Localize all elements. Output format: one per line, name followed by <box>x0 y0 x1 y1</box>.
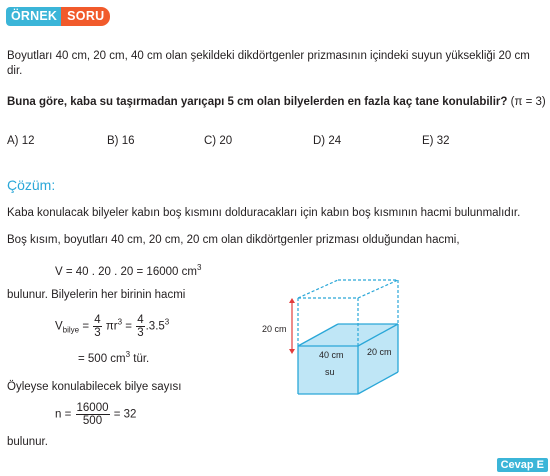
example-badge <box>6 7 110 26</box>
result-exp: 3 <box>125 350 131 359</box>
solution-line-2: Boş kısım, boyutları 40 cm, 20 cm, 20 cm olan dikdörtgenler prizması olduğundan hacmi, <box>7 234 460 246</box>
height-arrow-down <box>289 349 295 354</box>
tail-exp: 3 <box>164 317 170 327</box>
top-left-edge <box>298 280 338 298</box>
volume-eq-text: V = 40 . 20 . 20 = 16000 cm <box>55 266 197 278</box>
ball-sub: bilye <box>62 325 80 335</box>
fraction-4-3-a <box>93 314 101 339</box>
n-den: 500 <box>82 415 103 427</box>
water-fill <box>298 324 398 394</box>
solution-line-3: bulunur. Bilyelerin her birinin hacmi <box>7 289 186 301</box>
result-tail: tür. <box>130 353 150 365</box>
pi-r: πr <box>105 320 118 333</box>
height-label: 20 cm <box>262 324 287 334</box>
prism-figure <box>258 278 408 402</box>
frac1-num: 4 <box>94 314 101 326</box>
fraction-n <box>76 402 110 427</box>
r-exp: 3 <box>117 317 123 327</box>
question-line-2: dir. <box>7 65 23 77</box>
frac2-den: 3 <box>137 327 144 339</box>
solution-line-5: bulunur. <box>7 436 48 448</box>
ball-volume-equation <box>55 314 169 339</box>
frac1-den: 3 <box>94 327 101 339</box>
frac2-num: 4 <box>137 314 144 326</box>
ball-result <box>78 347 149 367</box>
badge-ornek: ÖRNEK <box>6 7 61 26</box>
pi-note: (π = 3) <box>510 96 546 108</box>
option-d[interactable]: D) 24 <box>313 135 342 147</box>
ball-eq2: = <box>125 320 132 333</box>
ball-eq: = <box>82 320 90 333</box>
option-a[interactable]: A) 12 <box>7 135 35 147</box>
ball-result-text: = 500 cm <box>78 353 126 365</box>
option-e[interactable]: E) 32 <box>422 135 450 147</box>
solution-line-4: Öyleyse konulabilecek bilye sayısı <box>7 381 182 393</box>
depth-label: 20 cm <box>367 347 392 357</box>
badge-soru: SORU <box>61 7 110 26</box>
water-label: su <box>325 367 335 377</box>
volume-exp: 3 <box>196 263 202 272</box>
height-arrow-up <box>289 298 295 303</box>
answer-tag: Cevap E <box>497 458 548 472</box>
n-result: = 32 <box>113 408 137 421</box>
length-label: 40 cm <box>319 350 344 360</box>
question-line-1: Boyutları 40 cm, 20 cm, 40 cm olan şekildeki dikdörtgenler prizmasının içindeki suyun yüksekliği 20 cm <box>7 50 530 62</box>
option-c[interactable]: C) 20 <box>204 135 233 147</box>
volume-equation <box>55 260 201 280</box>
ball-v: V <box>55 320 63 333</box>
question-main: Buna göre, kaba su taşırmadan yarıçapı 5 cm olan bilyelerden en fazla kaç tane konulabilir? <box>7 96 508 108</box>
fraction-4-3-b <box>136 314 144 339</box>
n-label: n = <box>55 408 72 421</box>
n-equation <box>55 402 136 427</box>
solution-heading: Çözüm: <box>7 177 56 193</box>
top-right-edge <box>358 280 398 298</box>
ball-tail: .3.5 <box>145 320 165 333</box>
question-bold-line <box>7 95 546 110</box>
n-num: 16000 <box>76 402 109 414</box>
solution-line-1: Kaba konulacak bilyeler kabın boş kısmını dolduracakları için kabın boş kısmının hacmi bulunmalıdır. <box>7 207 521 219</box>
option-b[interactable]: B) 16 <box>107 135 135 147</box>
